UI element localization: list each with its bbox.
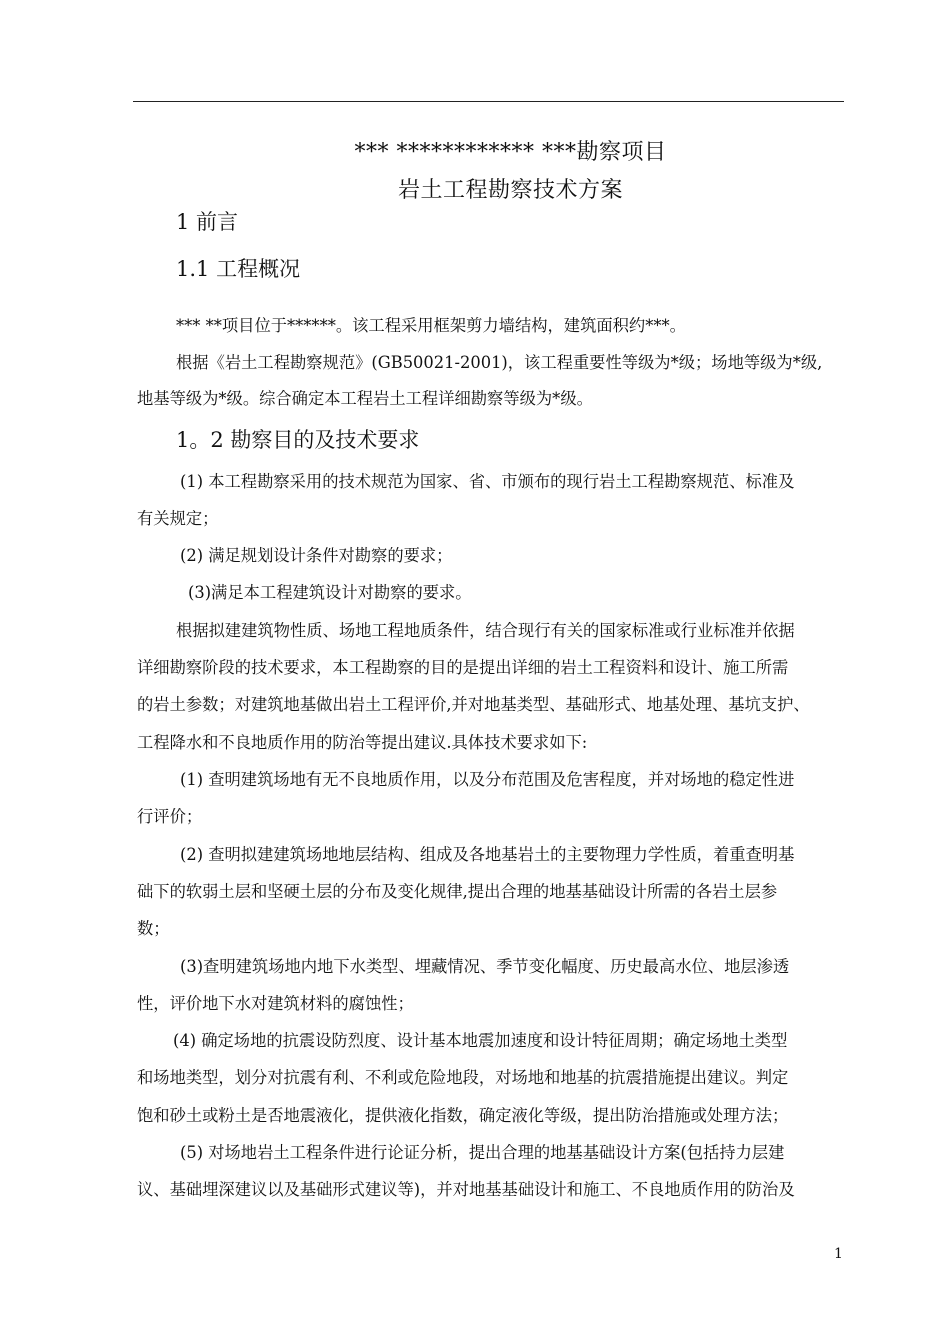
list-item-line: (3)查明建筑场地内地下水类型、埋藏情况、季节变化幅度、历史最高水位、地层渗透 <box>180 957 790 976</box>
document-subtitle: 岩土工程勘察技术方案 <box>397 178 623 203</box>
list-item-line: 议、基础埋深建议以及基础形式建议等)，并对地基基础设计和施工、不良地质作用的防治及 <box>137 1180 795 1199</box>
list-item-line: 和场地类型，划分对抗震有利、不利或危险地段，对场地和地基的抗震措施提出建议。判定 <box>137 1068 789 1087</box>
paragraph-line: *** **项目位于******。该工程采用框架剪力墙结构，建筑面积约***。 <box>176 316 686 335</box>
page-number: 1 <box>834 1246 843 1262</box>
section-heading-survey-objectives: 1。2 勘察目的及技术要求 <box>176 428 420 452</box>
document-title: *** ************ ***勘察项目 <box>354 140 667 165</box>
paragraph-line: 详细勘察阶段的技术要求，本工程勘察的目的是提出详细的岩土工程资料和设计、施工所需 <box>137 658 789 677</box>
list-item-line: 饱和砂土或粉土是否地震液化，提供液化指数，确定液化等级，提出防治措施或处理方法； <box>137 1106 789 1125</box>
paragraph-line: 地基等级为*级。综合确定本工程岩土工程详细勘察等级为*级。 <box>137 389 593 408</box>
paragraph-line: 根据《岩土工程勘察规范》(GB50021-2001)，该工程重要性等级为*级；场地等级为*级, <box>176 353 823 372</box>
list-item-line: (3)满足本工程建筑设计对勘察的要求。 <box>188 583 472 602</box>
section-heading-preface: 1 前言 <box>176 210 239 234</box>
list-item-line: (1) 查明建筑场地有无不良地质作用，以及分布范围及危害程度，并对场地的稳定性进 <box>180 770 795 789</box>
list-item-line: 础下的软弱土层和坚硬土层的分布及变化规律,提出合理的地基基础设计所需的各岩土层参 <box>137 882 778 901</box>
list-item-line: 有关规定； <box>137 509 219 528</box>
paragraph-line: 的岩土参数；对建筑地基做出岩土工程评价,并对地基类型、基础形式、地基处理、基坑支护、 <box>137 695 810 714</box>
paragraph-line: 根据拟建建筑物性质、场地工程地质条件，结合现行有关的国家标准或行业标准并依据 <box>176 621 795 640</box>
list-item-line: (1) 本工程勘察采用的技术规范为国家、省、市颁布的现行岩土工程勘察规范、标准及 <box>180 472 795 491</box>
list-item-line: (2) 满足规划设计条件对勘察的要求； <box>180 546 453 565</box>
paragraph-line: 工程降水和不良地质作用的防治等提出建议.具体技术要求如下: <box>137 733 588 752</box>
list-item-line: (5) 对场地岩土工程条件进行论证分析，提出合理的地基基础设计方案(包括持力层建 <box>180 1143 785 1162</box>
list-item-line: (2) 查明拟建建筑场地地层结构、组成及各地基岩土的主要物理力学性质，着重查明基 <box>180 845 795 864</box>
section-heading-project-overview: 1.1 工程概况 <box>176 257 301 281</box>
list-item-line: 行评价； <box>137 807 203 826</box>
list-item-line: 性，评价地下水对建筑材料的腐蚀性； <box>137 994 414 1013</box>
list-item-line: 数； <box>137 919 170 938</box>
header-rule <box>133 101 844 102</box>
list-item-line: (4) 确定场地的抗震设防烈度、设计基本地震加速度和设计特征周期；确定场地土类型 <box>173 1031 788 1050</box>
